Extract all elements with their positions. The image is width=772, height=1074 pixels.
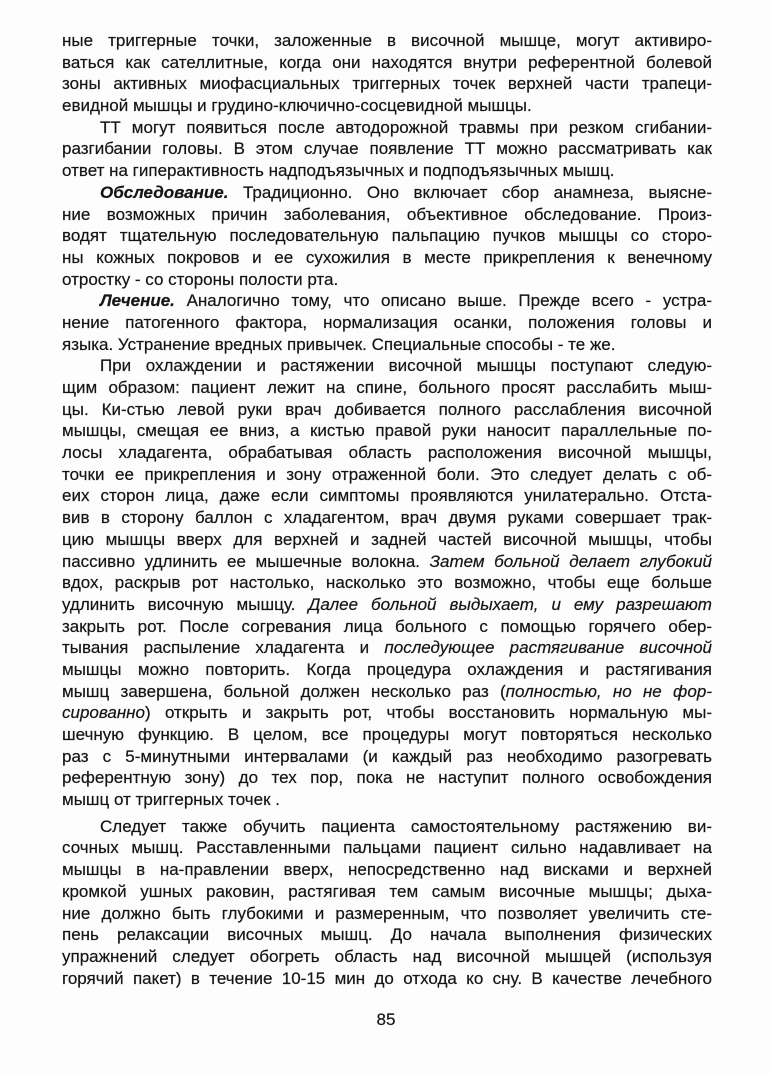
text-line: языка. Устранение вредных привычек. Специальные способы - те же. bbox=[62, 334, 616, 354]
text-line: цы. Ки-стью левой руки врач добивается полного расслабления височной bbox=[62, 399, 712, 419]
text-line: цию мышцы вверх для верхней и задней частей височной мышцы, чтобы bbox=[62, 529, 712, 549]
text-line: вдох, раскрыв рот настолько, насколько это возможно, чтобы еще больше bbox=[62, 573, 712, 593]
text-line: ТТ могут появиться после автодорожной травмы при резком сгибании- bbox=[100, 117, 712, 137]
text-line: мышцы, смещая ее вниз, а кистью правой руки наносит параллельные по- bbox=[62, 421, 712, 441]
text-line: нение патогенного фактора, нормализация осанки, положения головы и bbox=[62, 312, 712, 332]
text-line: вив в сторону баллон с хладагентом, врач двумя руками совершает трак- bbox=[62, 508, 712, 528]
text-line: раз с 5-минутными интервалами (и каждый раз необходимо разогревать bbox=[62, 746, 712, 766]
text-line: еих сторон лица, даже если симптомы проявляются унилатерально. Отста- bbox=[62, 486, 712, 506]
text-line: При охлаждении и растяжении височной мышцы поступают следую- bbox=[100, 356, 712, 376]
page-number: 85 bbox=[376, 1010, 396, 1029]
text-line: горячий пакет) в течение 10-15 мин до отхода ко сну. В качестве лечебного bbox=[62, 968, 712, 988]
emphasis-text: последующее растягивание височной bbox=[384, 638, 713, 658]
text-run: ) открыть и закрыть рот, чтобы восстановить нормальную мы- bbox=[144, 703, 712, 723]
text-line: Следует также обучить пациента самостоятельному растяжению ви- bbox=[100, 816, 712, 836]
body-text bbox=[62, 30, 712, 989]
text-line bbox=[62, 681, 712, 703]
text-line: отростку - со стороны полости рта. bbox=[62, 269, 339, 289]
text-line bbox=[62, 594, 712, 616]
emphasis-text: полностью, но не фор- bbox=[505, 681, 712, 701]
emphasis-text: Затем больной делает глубокий bbox=[429, 551, 712, 571]
text-line: разгибании головы. В этом случае появление ТТ можно рассматривать как bbox=[62, 139, 712, 159]
text-line bbox=[62, 637, 712, 659]
text-line: водят тщательную последовательную пальпацию пучков мышцы со сторо- bbox=[62, 226, 712, 246]
text-line: шечную функцию. В целом, все процедуры могут повторяться несколько bbox=[62, 725, 712, 744]
text-run: пассивно удлинить ее мышечные волокна. bbox=[62, 551, 430, 571]
text-line bbox=[62, 551, 712, 573]
paragraph bbox=[62, 30, 712, 117]
text-line: мышцы можно повторить. Когда процедура охлаждения и растягивания bbox=[62, 659, 712, 679]
text-line: ние возможных причин заболевания, объективное обследование. Произ- bbox=[62, 204, 712, 224]
text-line: пень релаксации височных мышц. До начала выполнения физических bbox=[62, 925, 712, 945]
text-run: Аналогично тому, что описано выше. Прежде всего - устра- bbox=[174, 291, 712, 311]
text-line: сочных мышц. Расставленными пальцами пациент сильно надавливает на bbox=[62, 838, 712, 858]
paragraph bbox=[62, 355, 712, 810]
text-line: точки ее прикрепления и зону отраженной боли. Это следует делать с об- bbox=[62, 464, 712, 484]
paragraph bbox=[62, 816, 712, 990]
text-line: упражнений следует обогреть область над височной мышцей (используя bbox=[62, 946, 712, 966]
text-line: мышцы в на-правлении вверх, непосредственно над висками и верхней bbox=[62, 860, 712, 880]
text-line: ответ на гиперактивность надподъязычных и подподъязычных мышц. bbox=[62, 161, 615, 181]
text-run: удлинить височную мышцу. bbox=[62, 594, 309, 614]
text-line: щим образом: пациент лежит на спине, больного просят расслабить мыш- bbox=[62, 378, 712, 397]
text-line bbox=[62, 702, 712, 724]
text-line: евидной мышцы и грудино-ключично-сосцевидной мышцы. bbox=[62, 96, 532, 116]
text-line: ны кожных покровов и ее сухожилия в месте прикрепления к венечному bbox=[62, 247, 712, 267]
text-run: тывания распыление хладагента и bbox=[62, 638, 385, 658]
text-run: Традиционно. Оно включает сбор анамнеза, выясне- bbox=[228, 182, 712, 202]
inline-heading: Лечение. bbox=[100, 291, 175, 311]
text-line: ные триггерные точки, заложенные в височной мышце, могут активиро- bbox=[62, 31, 712, 50]
text-line: ние должно быть глубокими и размеренным, что позволяет увеличить сте- bbox=[62, 903, 712, 923]
text-line: закрыть рот. После согревания лица больного с помощью горячего обер- bbox=[62, 616, 712, 636]
text-line: зоны активных миофасциальных триггерных точек верхней части трапеци- bbox=[62, 74, 712, 94]
text-line: ваться как сателлитные, когда они находятся внутри референтной болевой bbox=[62, 52, 712, 72]
paragraph bbox=[62, 290, 712, 355]
emphasis-text: сированно bbox=[62, 703, 145, 723]
text-line: референтную зону) до тех пор, пока не наступит полного освобождения bbox=[62, 768, 712, 788]
text-line: мышц от триггерных точек . bbox=[62, 790, 280, 810]
text-line bbox=[62, 290, 712, 312]
text-line: лосы хладагента, обрабатывая область расположения височной мышцы, bbox=[62, 443, 712, 463]
text-line: кромкой ушных раковин, растягивая тем самым височные мышцы; дыха- bbox=[62, 881, 712, 901]
emphasis-text: Далее больной выдыхает, и ему разрешают bbox=[308, 594, 712, 614]
inline-heading: Обследование. bbox=[100, 182, 229, 202]
text-line bbox=[62, 182, 712, 204]
paragraph bbox=[62, 117, 712, 182]
text-run: мышц завершена, больной должен несколько раз ( bbox=[62, 681, 506, 701]
paragraph bbox=[62, 182, 712, 290]
